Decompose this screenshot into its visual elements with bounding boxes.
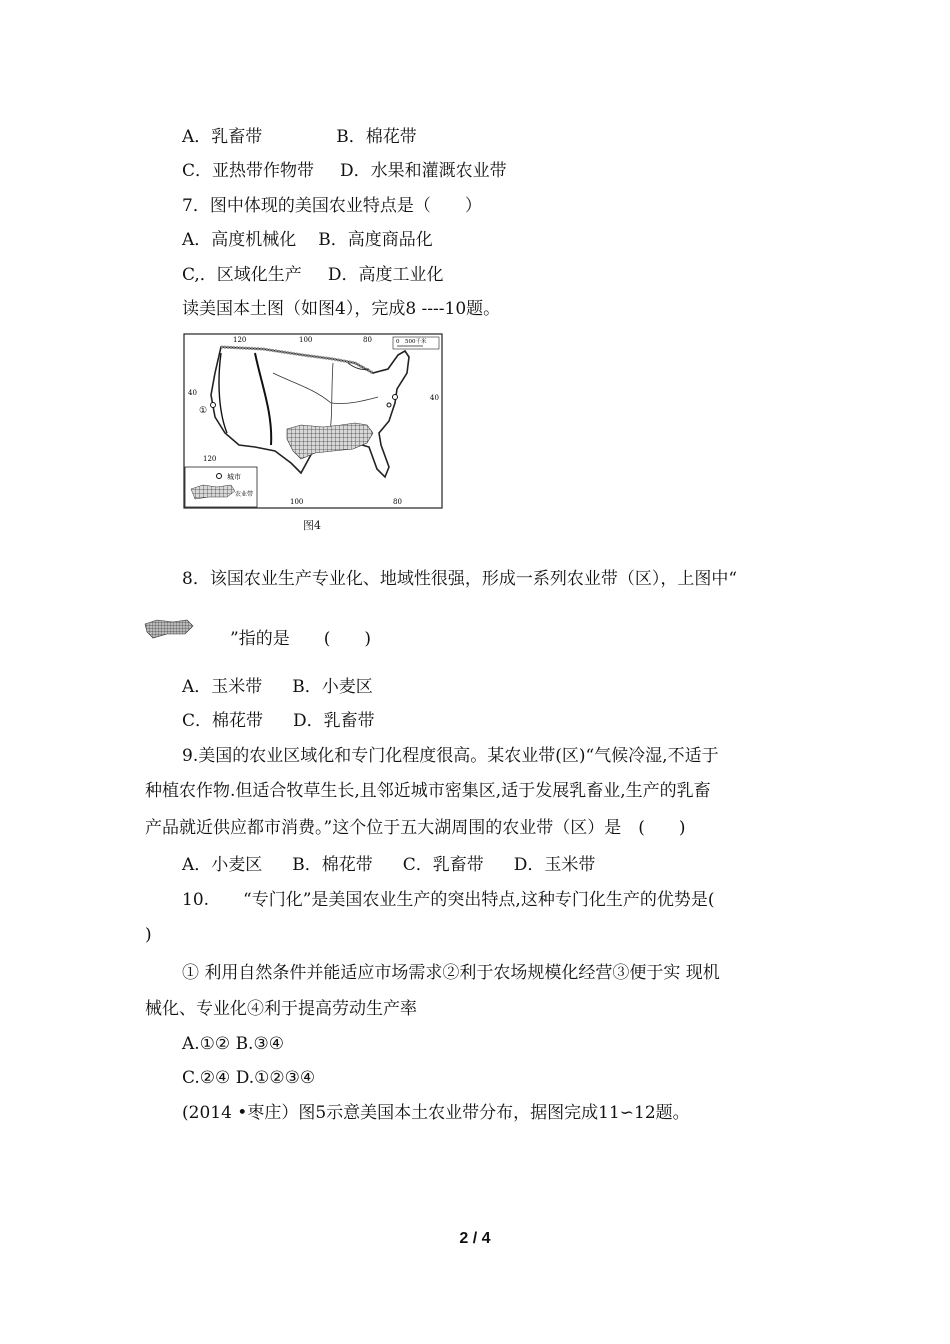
q10-line2: ) [145,925,152,945]
q10-options-cd: C.②④ D.①②③④ [182,1068,316,1088]
intro-11-12: (2014 •枣庄）图5示意美国本土农业带分布，据图完成11∽12题。 [182,1103,690,1123]
q7-option-d: D．高度工业化 [327,265,444,285]
q7-option-a: A．高度机械化 [182,230,297,250]
us-map-figure [183,333,443,509]
marker-1: ① [199,406,208,416]
q6-option-row-1 [182,126,417,148]
q6-option-c: C．亚热带作物带 [182,161,315,181]
legend-city-icon [217,474,222,479]
city-marker [393,395,398,400]
lon-100-bottom: 100 [290,498,304,506]
q9-line2: 种植农作物.但适合牧草生长,且邻近城市密集区,适于发展乳畜业,生产的乳畜 [145,781,711,801]
q7-option-row-1 [182,229,433,251]
q9-line1: 9.美国的农业区域化和专门化程度很高。某农业带(区)“气候冷湿,不适于 [182,746,719,766]
q6-option-b: B．棉花带 [336,127,417,147]
q9-line3: 产品就近供应都市消费。”这个位于五大湖周围的农业带（区）是 ( ) [145,818,686,838]
scale-text: 0 500千米 [396,339,427,345]
lat-40-left: 40 [188,389,197,397]
legend-city-label: 城市 [227,473,241,481]
q6-option-row-2 [182,160,507,182]
q7-option-c: C,．区域化生产 [182,265,302,285]
lon-80-top: 80 [363,336,372,344]
q9-option-c: C．乳畜带 [402,855,484,875]
q8-option-d: D．乳畜带 [293,711,375,731]
q9-option-a: A．小麦区 [182,855,263,875]
q10-line1: 10. “专门化”是美国农业生产的突出特点,这种专门化生产的优势是( [182,890,715,910]
page-number: 2 / 4 [459,1230,491,1247]
intro-8-10: 读美国本土图（如图4），完成8 ----10题。 [182,299,501,319]
q6-option-a: A．乳畜带 [182,127,263,147]
q10-line3: ① 利用自然条件并能适应市场需求②利于农场规模化经营③便于实 现机 [182,963,720,983]
q9-option-b: B．棉花带 [292,855,373,875]
q9-option-d: D．玉米带 [513,855,596,875]
agri-belt-inline-icon [143,616,195,640]
q9-options [182,854,595,876]
q8-option-b: B．小麦区 [292,677,373,697]
q8-option-row-2 [182,710,375,732]
q10-options-ab: A.①② B.③④ [182,1034,284,1054]
lon-100-top: 100 [299,336,313,344]
q10-line4: 械化、专业化④利于提高劳动生产率 [145,999,417,1019]
legend-belt-label: 农业带 [235,491,254,498]
q8-option-a: A．玉米带 [182,677,263,697]
q7-stem: 7．图中体现的美国农业特点是（ ） [182,196,482,216]
city-marker [211,403,216,408]
lat-40-right: 40 [430,394,439,402]
q8-option-row-1 [182,676,373,698]
lon-120-top: 120 [233,336,247,344]
q7-option-b: B．高度商品化 [318,230,433,250]
city-marker [387,403,391,407]
q7-option-row-2 [182,264,443,286]
q8-option-c: C．棉花带 [182,711,264,731]
lon-80-bottom: 80 [393,498,402,506]
q6-option-d: D．水果和灌溉农业带 [340,161,507,181]
q8-stem-line2: ”指的是 ( ) [230,629,371,649]
figure-label: 图4 [303,519,321,532]
q8-stem-line1: 8．该国农业生产专业化、地域性很强，形成一系列农业带（区），上图中“ [182,569,738,589]
lon-120-bottom: 120 [203,455,217,463]
